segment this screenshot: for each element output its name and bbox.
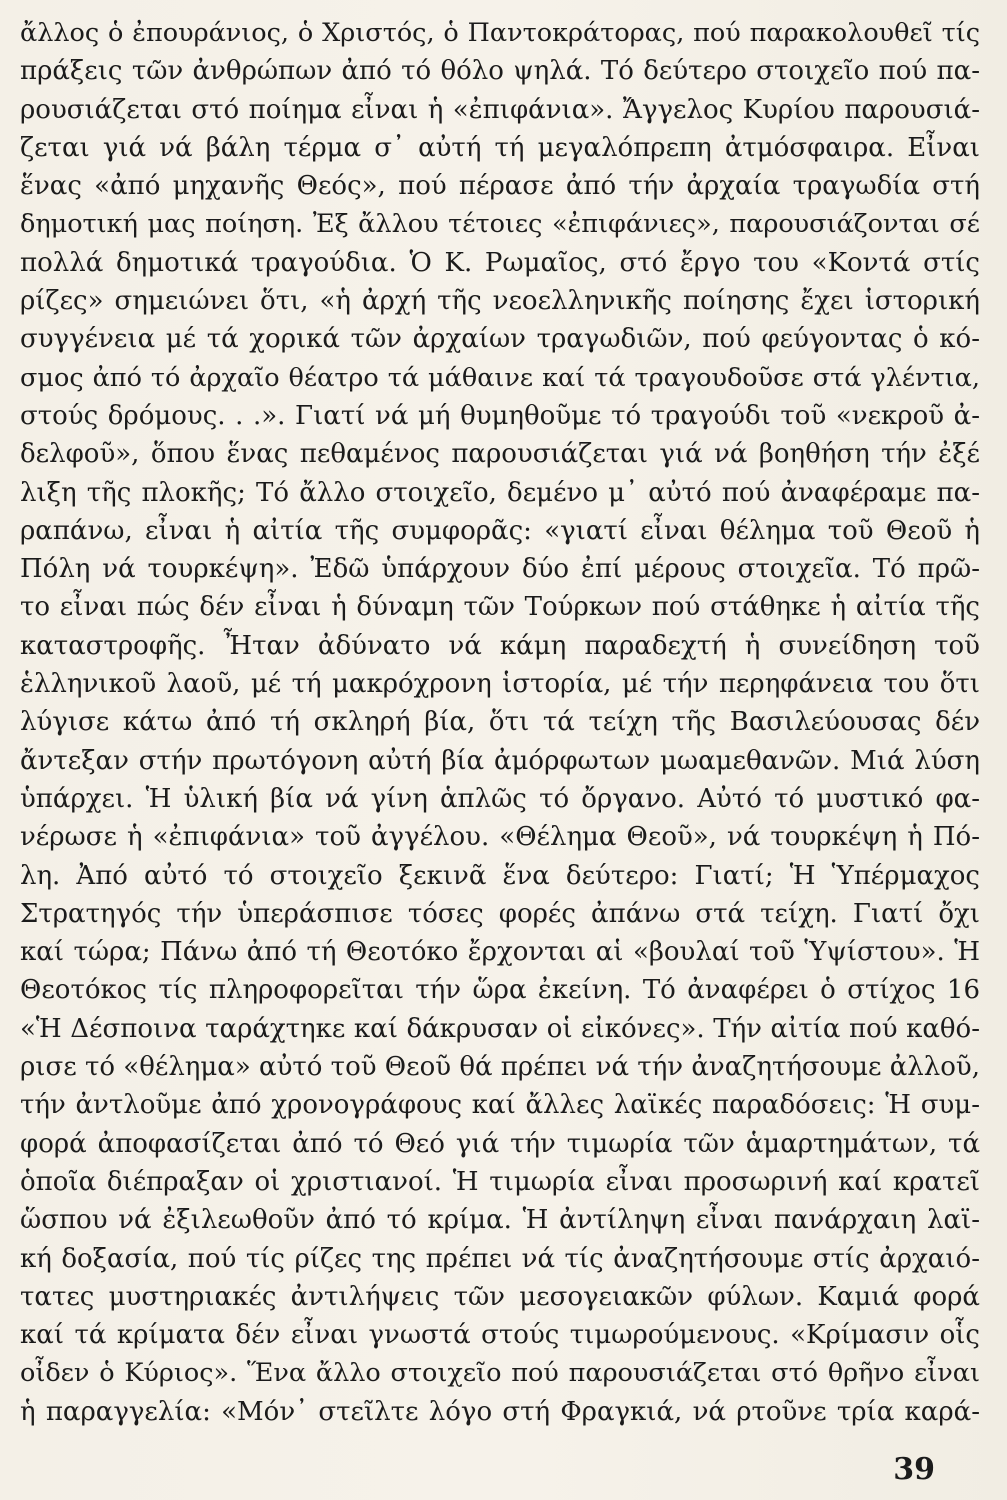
- text-line: ἡ παραγγελία: «Μόν᾽ στεῖλτε λόγο στή Φραγκιά, νά ρτοῦνε τρία καρά-: [20, 1396, 980, 1427]
- text-line: ρίζες» σημειώνει ὅτι, «ἡ ἀρχή τῆς νεοελληνικῆς ποίησης ἔχει ἱστορική: [20, 286, 980, 317]
- text-line: ἕνας «ἀπό μηχανῆς Θεός», πού πέρασε ἀπό τήν ἀρχαία τραγωδία στή: [20, 171, 980, 202]
- page-number: 39: [893, 1452, 935, 1487]
- text-line: καί τώρα; Πάνω ἀπό τή Θεοτόκο ἔρχονται αἱ «βουλαί τοῦ Ὑψίστου». Ἡ: [20, 937, 980, 968]
- text-line: Θεοτόκος τίς πληροφορεῖται τήν ὥρα ἐκείνη. Τό ἀναφέρει ὁ στίχος 16: [20, 975, 980, 1006]
- text-line: ραπάνω, εἶναι ἡ αἰτία τῆς συμφορᾶς: «γιατί εἶναι θέλημα τοῦ Θεοῦ ἡ: [20, 515, 980, 546]
- text-line: φορά ἀποφασίζεται ἀπό τό Θεό γιά τήν τιμωρία τῶν ἁμαρτημάτων, τά: [20, 1128, 980, 1159]
- body-text: [20, 14, 980, 1431]
- text-line: δελφοῦ», ὅπου ἕνας πεθαμένος παρουσιάζεται γιά νά βοηθήση τήν ἐξέ: [20, 439, 980, 470]
- text-line: ἄλλος ὁ ἐπουράνιος, ὁ Χριστός, ὁ Παντοκράτορας, πού παρακολουθεῖ τίς: [20, 18, 980, 48]
- text-line: ὑπάρχει. Ἡ ὑλική βία νά γίνη ἁπλῶς τό ὄργανο. Αὐτό τό μυστικό φα-: [20, 783, 980, 814]
- text-line: λιξη τῆς πλοκῆς; Τό ἄλλο στοιχεῖο, δεμένο μ᾽ αὐτό πού ἀναφέραμε πα-: [20, 477, 980, 508]
- text-line: ζεται γιά νά βάλη τέρμα σ᾽ αὐτή τή μεγαλόπρεπη ἀτμόσφαιρα. Εἶναι: [20, 132, 980, 163]
- text-line: ρουσιάζεται στό ποίημα εἶναι ἡ «ἐπιφάνια». Ἄγγελος Κυρίου παρουσιά-: [20, 94, 980, 125]
- text-line: δημοτική μας ποίηση. Ἐξ ἄλλου τέτοιες «ἐπιφάνιες», παρουσιάζονται σέ: [20, 209, 980, 240]
- text-line: λύγισε κάτω ἀπό τή σκληρή βία, ὅτι τά τείχη τῆς Βασιλεύουσας δέν: [20, 707, 980, 738]
- text-line: τατες μυστηριακές ἀντιλήψεις τῶν μεσογειακῶν φύλων. Καμιά φορά: [20, 1281, 980, 1312]
- text-line: «Ἡ Δέσποινα ταράχτηκε καί δάκρυσαν οἱ εἰκόνες». Τήν αἰτία πού καθό-: [20, 1013, 980, 1044]
- text-line: ὁποῖα διέπραξαν οἱ χριστιανοί. Ἡ τιμωρία εἶναι προσωρινή καί κρατεῖ: [20, 1166, 980, 1197]
- text-line: σμος ἀπό τό ἀρχαῖο θέατρο τά μάθαινε καί τά τραγουδοῦσε στά γλέντια,: [20, 362, 980, 393]
- text-line: καταστροφῆς. Ἦταν ἀδύνατο νά κάμη παραδεχτή ἡ συνείδηση τοῦ: [20, 630, 980, 661]
- text-line: καί τά κρίματα δέν εἶναι γνωστά στούς τιμωρούμενους. «Κρίμασιν οἷς: [20, 1320, 980, 1351]
- text-line: πράξεις τῶν ἀνθρώπων ἀπό τό θόλο ψηλά. Τό δεύτερο στοιχεῖο πού πα-: [20, 56, 980, 87]
- text-line: λη. Ἀπό αὐτό τό στοιχεῖο ξεκινᾶ ἕνα δεύτερο: Γιατί; Ἡ Ὑπέρμαχος: [20, 860, 980, 891]
- text-line: τήν ἀντλοῦμε ἀπό χρονογράφους καί ἄλλες λαϊκές παραδόσεις: Ἡ συμ-: [20, 1090, 980, 1121]
- text-line: ἑλληνικοῦ λαοῦ, μέ τή μακρόχρονη ἱστορία, μέ τήν περηφάνεια του ὅτι: [20, 669, 980, 700]
- text-line: Πόλη νά τουρκέψη». Ἐδῶ ὑπάρχουν δύο ἐπί μέρους στοιχεῖα. Τό πρῶ-: [20, 554, 980, 585]
- text-line: το εἶναι πώς δέν εἶναι ἡ δύναμη τῶν Τούρκων πού στάθηκε ἡ αἰτία τῆς: [20, 592, 980, 623]
- text-line: ὥσπου νά ἐξιλεωθοῦν ἀπό τό κρίμα. Ἡ ἀντίληψη εἶναι πανάρχαιη λαϊ-: [20, 1205, 980, 1236]
- text-line: πολλά δημοτικά τραγούδια. Ὁ Κ. Ρωμαῖος, στό ἔργο του «Κοντά στίς: [20, 247, 980, 278]
- text-line: κή δοξασία, πού τίς ρίζες της πρέπει νά τίς ἀναζητήσουμε στίς ἀρχαιό-: [20, 1243, 980, 1274]
- text-line: Στρατηγός τήν ὑπεράσπισε τόσες φορές ἀπάνω στά τείχη. Γιατί ὄχι: [20, 898, 980, 929]
- text-line: ρισε τό «θέλημα» αὐτό τοῦ Θεοῦ θά πρέπει νά τήν ἀναζητήσουμε ἀλλοῦ,: [20, 1052, 980, 1083]
- text-line: στούς δρόμους. . .». Γιατί νά μή θυμηθοῦμε τό τραγούδι τοῦ «νεκροῦ ἀ-: [20, 400, 980, 431]
- text-line: νέρωσε ἡ «ἐπιφάνια» τοῦ ἀγγέλου. «Θέλημα Θεοῦ», νά τουρκέψη ἡ Πό-: [20, 822, 980, 853]
- text-line: συγγένεια μέ τά χορικά τῶν ἀρχαίων τραγωδιῶν, πού φεύγοντας ὁ κό-: [20, 324, 980, 355]
- text-line: οἶδεν ὁ Κύριος». Ἕνα ἄλλο στοιχεῖο πού παρουσιάζεται στό θρῆνο εἶναι: [20, 1358, 980, 1389]
- text-line: ἄντεξαν στήν πρωτόγονη αὐτή βία ἀμόρφωτων μωαμεθανῶν. Μιά λύση: [20, 745, 980, 776]
